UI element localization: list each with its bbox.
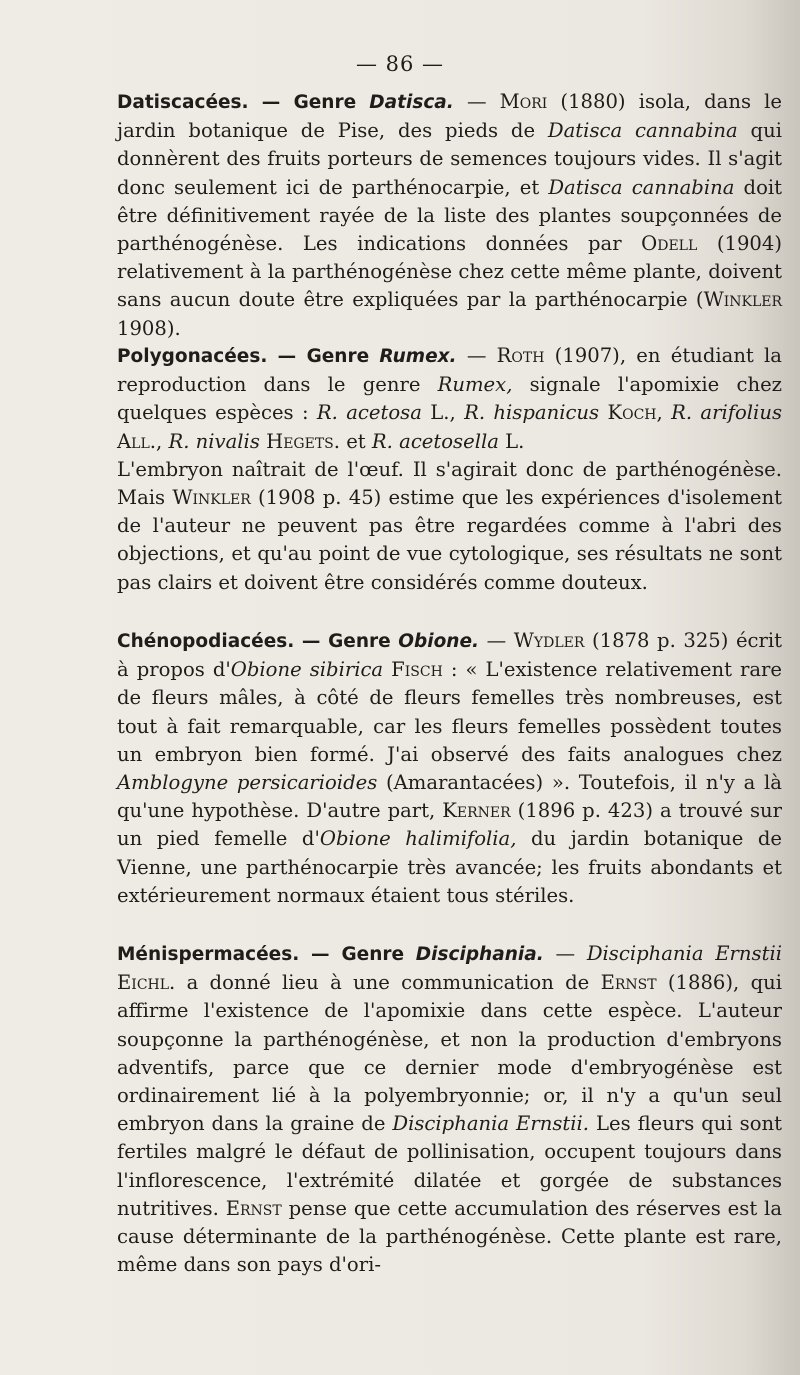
text-run: doit être définitivement rayée de la liste des plantes soupçonnées de parthénogénèse. Les indications données par (117, 175, 783, 256)
genre-label: — Genre (261, 92, 357, 113)
author-name: Fisch (391, 658, 443, 682)
text-run: Les fleurs qui sont fertiles malgré le défaut de pollinisation, occupent toujours dans l'inflorescence, l'extrémité dilatée et gorgée de substances nutritives. (117, 1112, 782, 1220)
author-name: Odell (641, 232, 698, 256)
page-number: — 86 — (355, 52, 445, 76)
author-name: Winkler (172, 486, 251, 510)
author-name: Kerner (442, 799, 511, 823)
paragraph-text (117, 942, 782, 1276)
genus-name: Rumex. (379, 346, 457, 367)
section-datiscacees (117, 88, 782, 343)
text-run: L., (421, 401, 465, 425)
author-name: Ernst (225, 1196, 282, 1220)
italic-text: Amblogyne persicarioides (117, 771, 378, 795)
italic-text: R. hispanicus (464, 401, 600, 425)
italic-text: Datisca cannabina (547, 119, 738, 143)
author-name: Mori (499, 90, 548, 113)
family-heading: Ménispermacées. (117, 944, 300, 965)
italic-text: Datisca cannabina (548, 175, 735, 199)
italic-text: Obione halimifolia, (319, 827, 517, 851)
italic-text: R. acetosa (316, 401, 422, 425)
italic-text: Disciphania Ernstii. (392, 1112, 590, 1136)
section-paragraph (117, 88, 782, 343)
genus-name: Datisca. (369, 92, 454, 113)
text-run: et (339, 429, 372, 453)
section-polygonacees (117, 342, 782, 597)
author-name: Winkler (703, 288, 782, 312)
italic-text: Obione sibirica (230, 658, 384, 682)
text-run: pense que cette accumulation des réserves est la cause déterminante de la parthénogénèse. Cette plante est rare, même dans son pays d'ori- (117, 1196, 782, 1277)
italic-text: Rumex, (437, 373, 513, 397)
genre-label: — Genre (301, 631, 391, 652)
section-chenopodiacees (117, 627, 782, 910)
paragraph-text (117, 90, 782, 340)
section-paragraph (117, 940, 782, 1279)
genus-name: Obione. (398, 631, 480, 652)
italic-text: R. acetosella (371, 429, 499, 453)
text-run: (1904) relativement à la parthénogénèse chez cette même plante, doivent sans aucun doute être expliquées par la parthénocarpie ( (117, 232, 782, 312)
genre-label: — Genre (311, 944, 405, 965)
text-run: (1880) isola, dans le jardin botanique de Pise, des pieds de (117, 90, 783, 143)
text-run: a donné lieu à une communication de (175, 971, 601, 995)
text-run: 1908). (117, 316, 181, 340)
text-run: (1907), en étudiant la reproduction dans le genre (117, 344, 782, 397)
text-run (383, 658, 391, 681)
text-run: — (456, 344, 497, 367)
section-paragraph (117, 456, 782, 597)
text-run: (1886), qui affirme l'existence de l'apomixie dans cette espèce. L'auteur soupçonne la parthénogénèse, et non la production d'embryons adventifs, parce que ce dernier mode d'embryogénèse est ordinairement lié à la polyembryonnie; or, il n'y a qu'un seul embryon dans la graine de (117, 971, 782, 1136)
text-run: — (543, 942, 587, 965)
text-run: — (479, 629, 514, 652)
text-run: signale l'apomixie chez quelques espèces : (117, 373, 782, 425)
text-run: L. (498, 429, 525, 453)
text-run: L'embryon naîtrait de l'œuf. Il s'agirait donc de parthénogénèse. Mais (117, 457, 782, 510)
italic-text: R. nivalis (168, 429, 260, 453)
author-name: Koch, (607, 401, 663, 425)
text-run: (1908 p. 45) estime que les expériences d'isolement de l'auteur ne peuvent pas être regardées comme à l'abri des objections, et qu'au point de vue cytologique, ses résultats ne sont pas clairs et doivent être considérés comme douteux. (117, 486, 782, 594)
paragraph-text (117, 458, 782, 594)
text-run: qui donnèrent des fruits porteurs de semences toujours vides. Il s'agit donc seulement ici de parthénocarpie, et (117, 119, 782, 199)
text-run: (1878 p. 325) écrit à propos d' (117, 629, 783, 682)
italic-text: Disciphania Ernstii (586, 942, 782, 965)
text-run: : « L'existence relativement rare de fleurs mâles, à côté de fleurs femelles très nombreuses, est tout à fait remarquable, car les fleurs femelles possèdent toutes un embryon bien formé. J'ai observé des faits analogues chez (117, 658, 782, 766)
author-name: Ernst (600, 971, 657, 995)
text-run: (1896 p. 423) a trouvé sur un pied femelle d' (117, 799, 782, 851)
family-heading: Datiscacées. (117, 92, 249, 113)
family-heading: Polygonacées. (117, 346, 268, 367)
genus-name: Disciphania. (415, 944, 544, 965)
section-paragraph (117, 627, 782, 910)
italic-text: R. arifolius (671, 401, 782, 425)
text-run: (Amarantacées) ». Toutefois, il n'y a là qu'une hypothèse. D'autre part, (117, 771, 782, 823)
section-menispermacees (117, 940, 782, 1279)
author-name: Roth (496, 344, 545, 367)
text-run: — (453, 90, 500, 113)
text-run (663, 401, 671, 424)
author-name: Eichl. (117, 971, 176, 995)
genre-label: — Genre (277, 346, 370, 367)
author-name: Wydler (513, 629, 585, 652)
text-run: du jardin botanique de Vienne, une parthénocarpie très avancée; les fruits abondants et extérieurement normaux étaient tous stériles. (117, 827, 782, 907)
paragraph-text (117, 629, 782, 907)
family-heading: Chénopodiacées. (117, 631, 295, 652)
section-paragraph (117, 342, 782, 456)
author-name: All., (117, 429, 163, 453)
author-name: Hegets. (266, 429, 340, 453)
